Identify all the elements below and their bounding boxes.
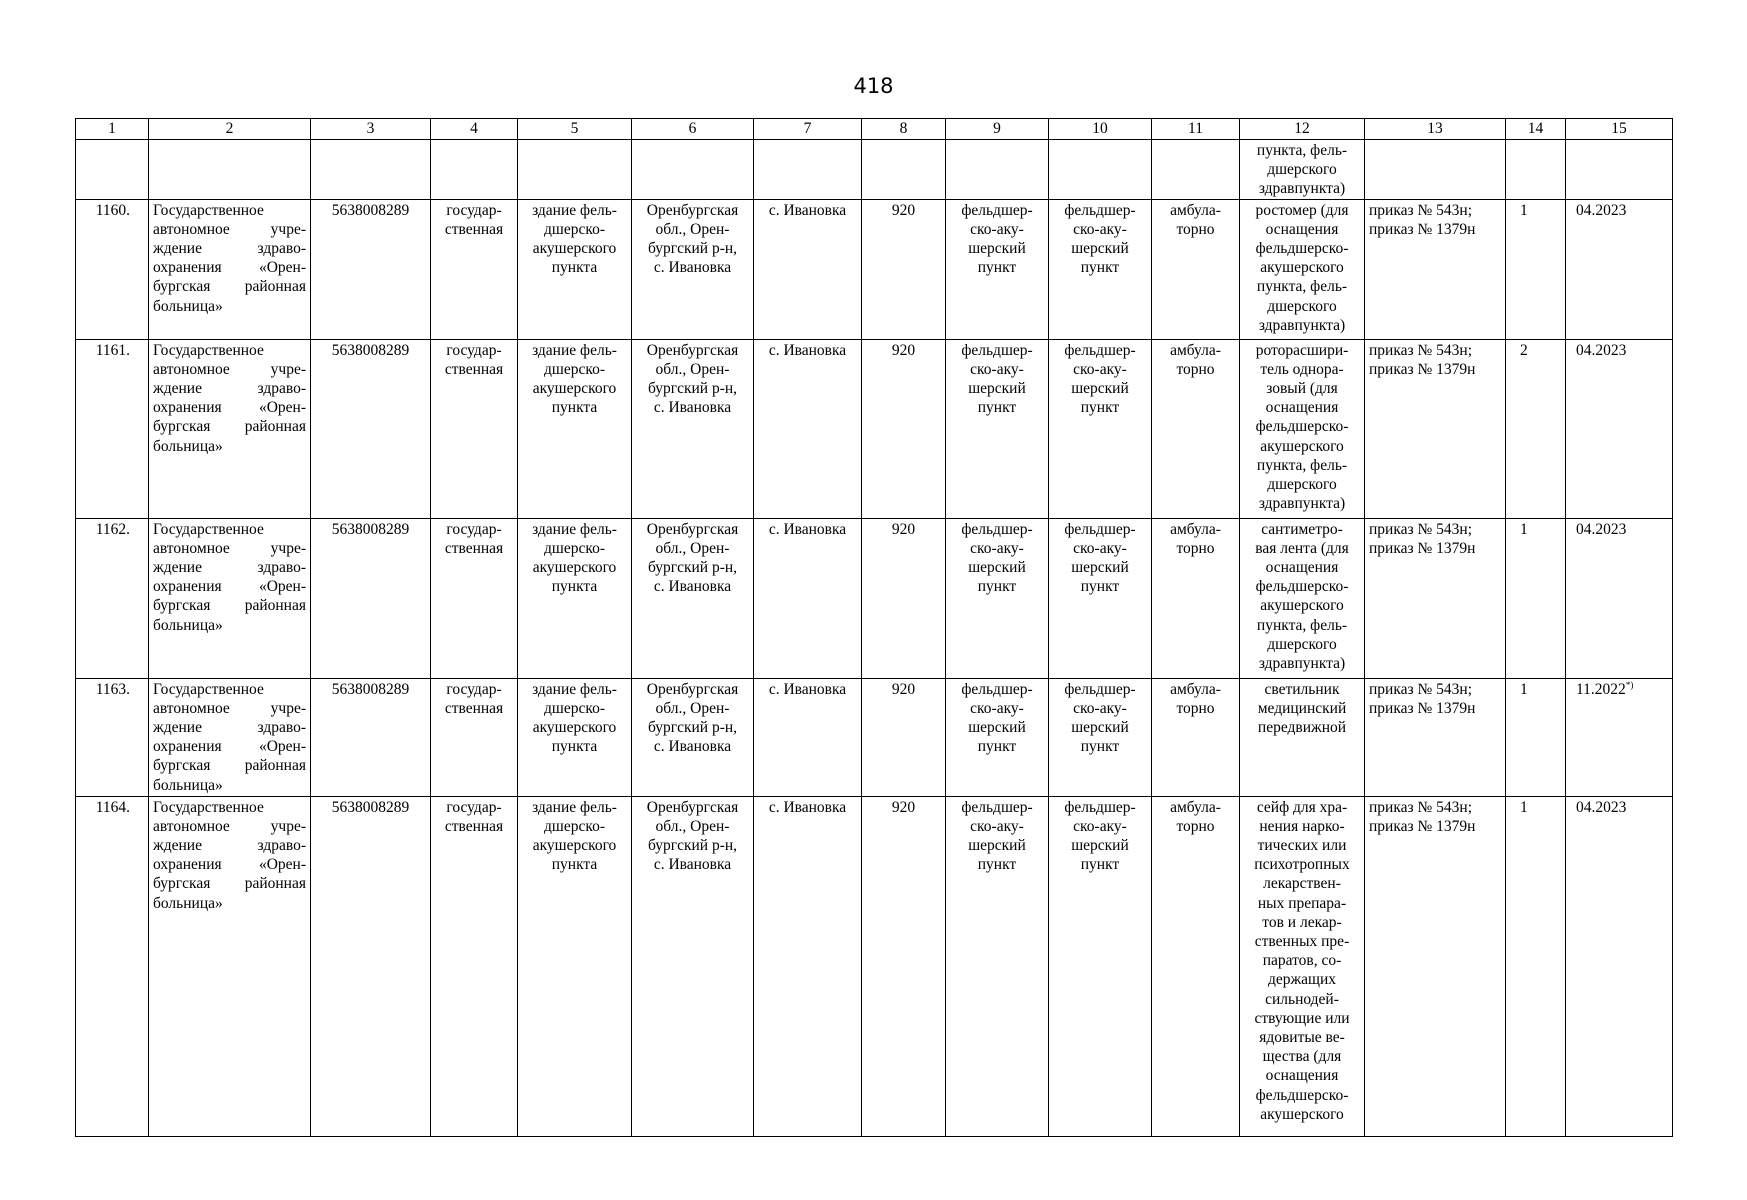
locality-cell: с. Ивановка — [754, 339, 862, 518]
table-row — [76, 518, 1673, 678]
building-cell: здание фель- дшерско- акушерского пункта — [518, 339, 632, 518]
population-cell: 920 — [862, 678, 946, 796]
column-header: 3 — [311, 119, 431, 140]
date-cell — [1566, 796, 1673, 1136]
population-cell: 920 — [862, 199, 946, 339]
date-cell — [1566, 678, 1673, 796]
page-number: 418 — [853, 74, 894, 98]
locality-cell: с. Ивановка — [754, 678, 862, 796]
column-header: 10 — [1049, 119, 1152, 140]
date-value: 04.2023 — [1576, 798, 1627, 816]
row-number-cell: 1160. — [76, 199, 149, 339]
facility-type-cell: фельдшер- ско-аку- шерский пункт — [946, 199, 1049, 339]
inn-cell: 5638008289 — [311, 796, 431, 1136]
column-header: 7 — [754, 119, 862, 140]
population-cell: 920 — [862, 339, 946, 518]
date-note: *) — [1625, 679, 1634, 690]
facility-type-cell: фельдшер- ско-аку- шерский пункт — [946, 796, 1049, 1136]
building-cell: здание фель- дшерско- акушерского пункта — [518, 796, 632, 1136]
equipment-cell: пункта, фель- дшерского здравпункта) — [1240, 140, 1365, 200]
ownership-cell: государ- ственная — [431, 678, 518, 796]
row-number-cell: 1163. — [76, 678, 149, 796]
quantity-cell: 2 — [1506, 339, 1566, 518]
building-cell: здание фель- дшерско- акушерского пункта — [518, 199, 632, 339]
date-cell — [1566, 518, 1673, 678]
care-form-cell: амбула- торно — [1152, 796, 1240, 1136]
ownership-cell: государ- ственная — [431, 518, 518, 678]
organization-cell: Государственное автономное учре-ждение здраво-охранения «Орен-бургская районная больница» — [149, 199, 311, 339]
care-form-cell: амбула- торно — [1152, 199, 1240, 339]
building-cell: здание фель- дшерско- акушерского пункта — [518, 518, 632, 678]
date-value: 04.2023 — [1576, 520, 1627, 538]
address-cell: Оренбургская обл., Орен- бургский р-н, с. Ивановка — [632, 518, 754, 678]
quantity-cell: 1 — [1506, 199, 1566, 339]
inn-cell: 5638008289 — [311, 518, 431, 678]
quantity-cell: 1 — [1506, 518, 1566, 678]
continuation-row — [76, 140, 1673, 200]
table-row — [76, 678, 1673, 796]
date-value: 04.2023 — [1576, 341, 1627, 359]
care-form-cell: амбула- торно — [1152, 678, 1240, 796]
organization-cell: Государственное автономное учре-ждение здраво-охранения «Орен-бургская районная больница» — [149, 796, 311, 1136]
facility-type-cell: фельдшер- ско-аку- шерский пункт — [946, 678, 1049, 796]
table-row — [76, 199, 1673, 339]
order-cell: приказ № 543н; приказ № 1379н — [1365, 796, 1506, 1136]
building-cell: здание фель- дшерско- акушерского пункта — [518, 678, 632, 796]
ownership-cell: государ- ственная — [431, 796, 518, 1136]
column-header: 5 — [518, 119, 632, 140]
column-header: 4 — [431, 119, 518, 140]
data-table — [75, 118, 1673, 1137]
inn-cell: 5638008289 — [311, 339, 431, 518]
column-header: 9 — [946, 119, 1049, 140]
column-header: 15 — [1566, 119, 1673, 140]
equipment-cell: сейф для хра- нения нарко- тических или психотропных лекарствен- ных препара- тов и лекар- ственных пре- паратов, со- держащих сильнодей- ствующие или ядовитые ве- щества (для оснащения фельдшерско- акушерского — [1240, 796, 1365, 1136]
equipment-cell: роторасшири- тель однора- зовый (для оснащения фельдшерско- акушерского пункта, фель- дшерского здравпункта) — [1240, 339, 1365, 518]
facility-name-cell: фельдшер- ско-аку- шерский пункт — [1049, 199, 1152, 339]
organization-cell: Государственное автономное учре-ждение здраво-охранения «Орен-бургская районная больница» — [149, 339, 311, 518]
locality-cell: с. Ивановка — [754, 199, 862, 339]
address-cell: Оренбургская обл., Орен- бургский р-н, с. Ивановка — [632, 796, 754, 1136]
care-form-cell: амбула- торно — [1152, 339, 1240, 518]
row-number-cell: 1162. — [76, 518, 149, 678]
column-header: 11 — [1152, 119, 1240, 140]
facility-name-cell: фельдшер- ско-аку- шерский пункт — [1049, 796, 1152, 1136]
order-cell: приказ № 543н; приказ № 1379н — [1365, 339, 1506, 518]
organization-cell: Государственное автономное учре-ждение здраво-охранения «Орен-бургская районная больница» — [149, 518, 311, 678]
quantity-cell: 1 — [1506, 796, 1566, 1136]
address-cell: Оренбургская обл., Орен- бургский р-н, с. Ивановка — [632, 339, 754, 518]
table-row — [76, 339, 1673, 518]
equipment-cell: ростомер (для оснащения фельдшерско- акушерского пункта, фель- дшерского здравпункта) — [1240, 199, 1365, 339]
order-cell: приказ № 543н; приказ № 1379н — [1365, 518, 1506, 678]
column-header: 2 — [149, 119, 311, 140]
facility-name-cell: фельдшер- ско-аку- шерский пункт — [1049, 339, 1152, 518]
locality-cell: с. Ивановка — [754, 796, 862, 1136]
column-number-row — [76, 119, 1673, 140]
order-cell: приказ № 543н; приказ № 1379н — [1365, 199, 1506, 339]
column-header: 1 — [76, 119, 149, 140]
row-number-cell: 1164. — [76, 796, 149, 1136]
column-header: 6 — [632, 119, 754, 140]
date-cell — [1566, 199, 1673, 339]
care-form-cell: амбула- торно — [1152, 518, 1240, 678]
population-cell: 920 — [862, 518, 946, 678]
equipment-cell: сантиметро- вая лента (для оснащения фельдшерско- акушерского пункта, фель- дшерского здравпункта) — [1240, 518, 1365, 678]
facility-type-cell: фельдшер- ско-аку- шерский пункт — [946, 339, 1049, 518]
date-value: 11.2022 — [1576, 680, 1626, 698]
facility-type-cell: фельдшер- ско-аку- шерский пункт — [946, 518, 1049, 678]
order-cell: приказ № 543н; приказ № 1379н — [1365, 678, 1506, 796]
address-cell: Оренбургская обл., Орен- бургский р-н, с. Ивановка — [632, 199, 754, 339]
column-header: 8 — [862, 119, 946, 140]
date-value: 04.2023 — [1576, 201, 1627, 219]
row-number-cell: 1161. — [76, 339, 149, 518]
inn-cell: 5638008289 — [311, 678, 431, 796]
date-cell — [1566, 339, 1673, 518]
column-header: 14 — [1506, 119, 1566, 140]
ownership-cell: государ- ственная — [431, 199, 518, 339]
ownership-cell: государ- ственная — [431, 339, 518, 518]
facility-name-cell: фельдшер- ско-аку- шерский пункт — [1049, 518, 1152, 678]
equipment-cell: светильник медицинский передвижной — [1240, 678, 1365, 796]
table-row — [76, 796, 1673, 1136]
inn-cell: 5638008289 — [311, 199, 431, 339]
column-header: 12 — [1240, 119, 1365, 140]
column-header: 13 — [1365, 119, 1506, 140]
address-cell: Оренбургская обл., Орен- бургский р-н, с. Ивановка — [632, 678, 754, 796]
facility-name-cell: фельдшер- ско-аку- шерский пункт — [1049, 678, 1152, 796]
locality-cell: с. Ивановка — [754, 518, 862, 678]
population-cell: 920 — [862, 796, 946, 1136]
organization-cell: Государственное автономное учре-ждение здраво-охранения «Орен-бургская районная больница» — [149, 678, 311, 796]
quantity-cell: 1 — [1506, 678, 1566, 796]
